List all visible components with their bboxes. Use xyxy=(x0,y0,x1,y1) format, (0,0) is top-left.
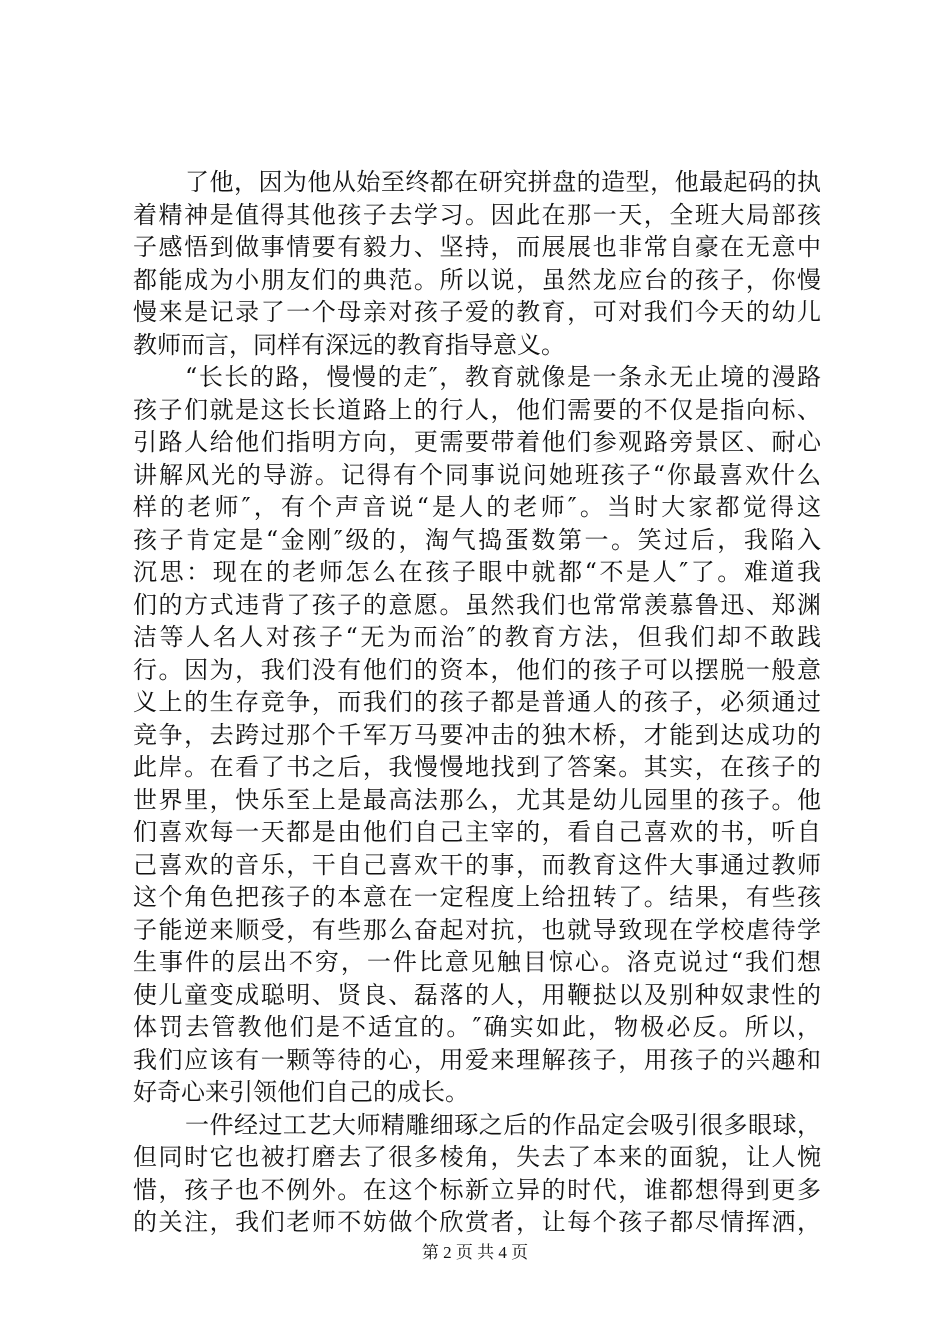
text-line: 教师而言，同样有深远的教育指导意义。 xyxy=(133,330,565,359)
text-line: 引路人给他们指明方向，更需要带着他们参观路旁景区、耐心 xyxy=(133,428,821,456)
text-line: 子能逆来顺受，有些那么奋起对抗，也就导致现在学校虐待学 xyxy=(133,915,821,944)
text-line: 世界里，快乐至上是最高法那么，尤其是幼儿园里的孩子。他 xyxy=(133,785,821,814)
text-line: 的关注，我们老师不妨做个欣赏者，让每个孩子都尽情挥洒， xyxy=(133,1208,821,1236)
text-line: 样的老师″，有个声音说“是人的老师″。当时大家都觉得这 xyxy=(133,493,821,521)
text-line: 使儿童变成聪明、贤良、磊落的人，用鞭挞以及别种奴隶性的 xyxy=(133,980,821,1009)
text-line: 着精神是值得其他孩子去学习。因此在那一天，全班大局部孩 xyxy=(133,200,821,229)
text-line: 此岸。在看了书之后，我慢慢地找到了答案。其实，在孩子的 xyxy=(133,753,821,781)
text-line: 了他，因为他从始至终都在研究拼盘的造型，他最起码的执 xyxy=(185,168,821,196)
text-line: 讲解风光的导游。记得有个同事说问她班孩子“你最喜欢什么 xyxy=(133,460,821,489)
text-line: 沉思：现在的老师怎么在孩子眼中就都“不是人″了。难道我 xyxy=(133,558,821,586)
page-number-footer: 第 2 页 共 4 页 xyxy=(421,1243,529,1262)
text-line: 竞争，去跨过那个千军万马要冲击的独木桥，才能到达成功的 xyxy=(133,720,821,749)
text-line: 孩子们就是这长长道路上的行人，他们需要的不仅是指向标、 xyxy=(133,395,821,424)
body-text xyxy=(133,166,821,1239)
text-line: 义上的生存竞争，而我们的孩子都是普通人的孩子，必须通过 xyxy=(133,688,821,716)
text-line: 洁等人名人对孩子“无为而治″的教育方法，但我们却不敢践 xyxy=(133,623,821,651)
text-line: 一件经过工艺大师精雕细琢之后的作品定会吸引很多眼球， xyxy=(185,1110,821,1139)
text-line: 慢来是记录了一个母亲对孩子爱的教育，可对我们今天的幼儿 xyxy=(133,298,821,326)
text-line: 们的方式违背了孩子的意愿。虽然我们也常常羡慕鲁迅、郑渊 xyxy=(133,590,821,619)
text-line: 我们应该有一颗等待的心，用爱来理解孩子，用孩子的兴趣和 xyxy=(133,1045,821,1074)
text-line: 但同时它也被打磨去了很多棱角，失去了本来的面貌，让人惋 xyxy=(133,1143,821,1171)
text-line: 惜，孩子也不例外。在这个标新立异的时代，谁都想得到更多 xyxy=(133,1175,821,1204)
text-line: 孩子肯定是“金刚″级的，淘气捣蛋数第一。笑过后，我陷入 xyxy=(133,525,821,554)
text-line: 们喜欢每一天都是由他们自己主宰的，看自己喜欢的书，听自 xyxy=(133,818,821,846)
text-line: 生事件的层出不穷，一件比意见触目惊心。洛克说过“我们想 xyxy=(133,948,821,976)
text-line: 己喜欢的音乐，干自己喜欢干的事，而教育这件大事通过教师 xyxy=(133,850,821,879)
text-line: “长长的路，慢慢的走″，教育就像是一条永无止境的漫路 xyxy=(185,363,821,391)
text-line: 都能成为小朋友们的典范。所以说，虽然龙应台的孩子，你慢 xyxy=(133,265,821,294)
text-line: 这个角色把孩子的本意在一定程度上给扭转了。结果，有些孩 xyxy=(133,883,821,911)
text-line: 子感悟到做事情要有毅力、坚持，而展展也非常自豪在无意中 xyxy=(133,233,821,261)
text-line: 好奇心来引领他们自己的成长。 xyxy=(133,1078,469,1106)
text-line: 体罚去管教他们是不适宜的。″确实如此，物极必反。所以， xyxy=(133,1013,821,1041)
text-line: 行。因为，我们没有他们的资本，他们的孩子可以摆脱一般意 xyxy=(133,655,821,684)
